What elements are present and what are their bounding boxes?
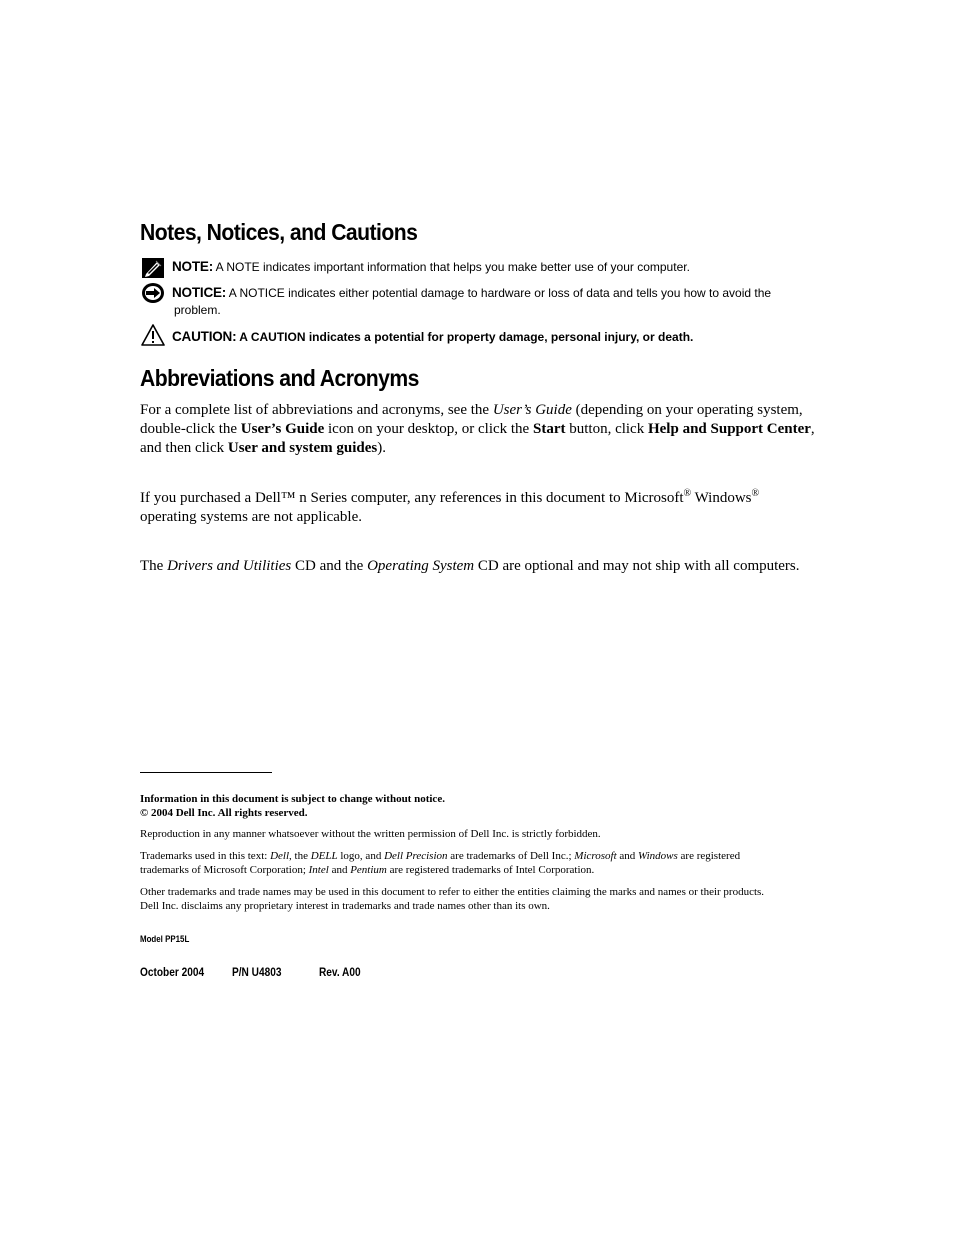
drivers-utilities-italic: Drivers and Utilities [167, 558, 292, 574]
text-run: , the [289, 850, 311, 862]
caution-triangle-icon [141, 324, 165, 346]
tm-italic: Microsoft [574, 850, 617, 862]
other-trademarks-line-1: Other trademarks and trade names may be used in this document to refer to either the entities claiming the marks and names or their products. [140, 886, 765, 898]
text-run: Trademarks used in this text: [140, 850, 271, 862]
caution-line [172, 328, 693, 346]
help-support-bold: Help and Support Center [647, 421, 811, 437]
notice-text-continued: problem. [174, 303, 221, 317]
abbr-paragraph-line-1 [140, 401, 803, 420]
caution-label: CAUTION: [172, 329, 237, 344]
notice-text: A NOTICE indicates either potential damage to hardware or loss of data and tells you how to avoid the [228, 286, 772, 300]
text-run: are trademarks of Dell Inc.; [447, 850, 575, 862]
notice-line [172, 284, 771, 302]
tm-italic: Dell Precision [384, 850, 448, 862]
registered-mark: ® [683, 488, 692, 499]
part-number: P/N U4803 [232, 967, 282, 979]
registered-mark: ® [751, 488, 760, 499]
caution-text: A CAUTION indicates a potential for property damage, personal injury, or death. [239, 330, 694, 344]
text-run: and [328, 864, 351, 876]
abbr-paragraph-line-2 [140, 420, 815, 439]
text-run: button, click [565, 421, 648, 437]
text-run: and then click [140, 440, 228, 456]
tm-italic: Windows [638, 850, 678, 862]
text-run: Windows [691, 490, 752, 506]
info-notice-line: Information in this document is subject to change without notice. [140, 793, 445, 805]
note-line [172, 258, 690, 276]
users-guide-bold: User’s Guide [240, 421, 325, 437]
text-run: CD are optional and may not ship with all computers. [474, 558, 800, 574]
text-run: The [140, 558, 168, 574]
model-number: Model PP15L [140, 934, 190, 944]
text-run: double-click the [140, 421, 241, 437]
tm-italic: Pentium [350, 864, 387, 876]
tm-italic: Intel [308, 864, 329, 876]
text-run: , [810, 421, 815, 437]
text-run: For a complete list of abbreviations and acronyms, see the [140, 402, 493, 418]
text-run: and [616, 850, 639, 862]
cd-optional-line [140, 557, 800, 576]
note-pencil-icon [141, 257, 165, 279]
note-label: NOTE: [172, 259, 213, 274]
n-series-line-1 [140, 489, 759, 508]
notes-heading: Notes, Notices, and Cautions [140, 219, 418, 245]
text-run: are registered trademarks of Intel Corporation. [386, 864, 595, 876]
text-run: If you purchased a Dell™ n Series computer, any references in this document to Microsoft [140, 490, 684, 506]
reproduction-line: Reproduction in any manner whatsoever without the written permission of Dell Inc. is strictly forbidden. [140, 828, 601, 840]
abbr-paragraph-line-3 [140, 439, 386, 458]
text-run: CD and the [291, 558, 368, 574]
date-label: October 2004 [140, 967, 205, 979]
text-run: ). [377, 440, 386, 456]
text-run: icon on your desktop, or click the [324, 421, 533, 437]
copyright-line: © 2004 Dell Inc. All rights reserved. [140, 807, 308, 819]
trademarks-line-2 [140, 863, 594, 877]
notice-label: NOTICE: [172, 285, 227, 300]
notice-hand-icon [141, 282, 165, 304]
revision: Rev. A00 [319, 967, 361, 979]
text-run: trademarks of Microsoft Corporation; [140, 864, 309, 876]
n-series-line-2: operating systems are not applicable. [140, 509, 363, 525]
operating-system-italic: Operating System [367, 558, 475, 574]
text-run: logo, and [337, 850, 385, 862]
start-bold: Start [532, 421, 566, 437]
abbreviations-heading: Abbreviations and Acronyms [140, 365, 419, 391]
note-text: A NOTE indicates important information that helps you make better use of your computer. [215, 260, 690, 274]
text-run: are registered [677, 850, 741, 862]
tm-italic: Dell [270, 850, 290, 862]
users-guide-italic: User’s Guide [492, 402, 572, 418]
user-system-guides-bold: User and system guides [227, 440, 378, 456]
trademarks-line-1 [140, 849, 740, 863]
tm-italic: DELL [310, 850, 338, 862]
other-trademarks-line-2: Dell Inc. disclaims any proprietary interest in trademarks and trade names other than its own. [140, 900, 550, 912]
text-run: (depending on your operating system, [571, 402, 803, 418]
footnote-divider [140, 772, 272, 773]
